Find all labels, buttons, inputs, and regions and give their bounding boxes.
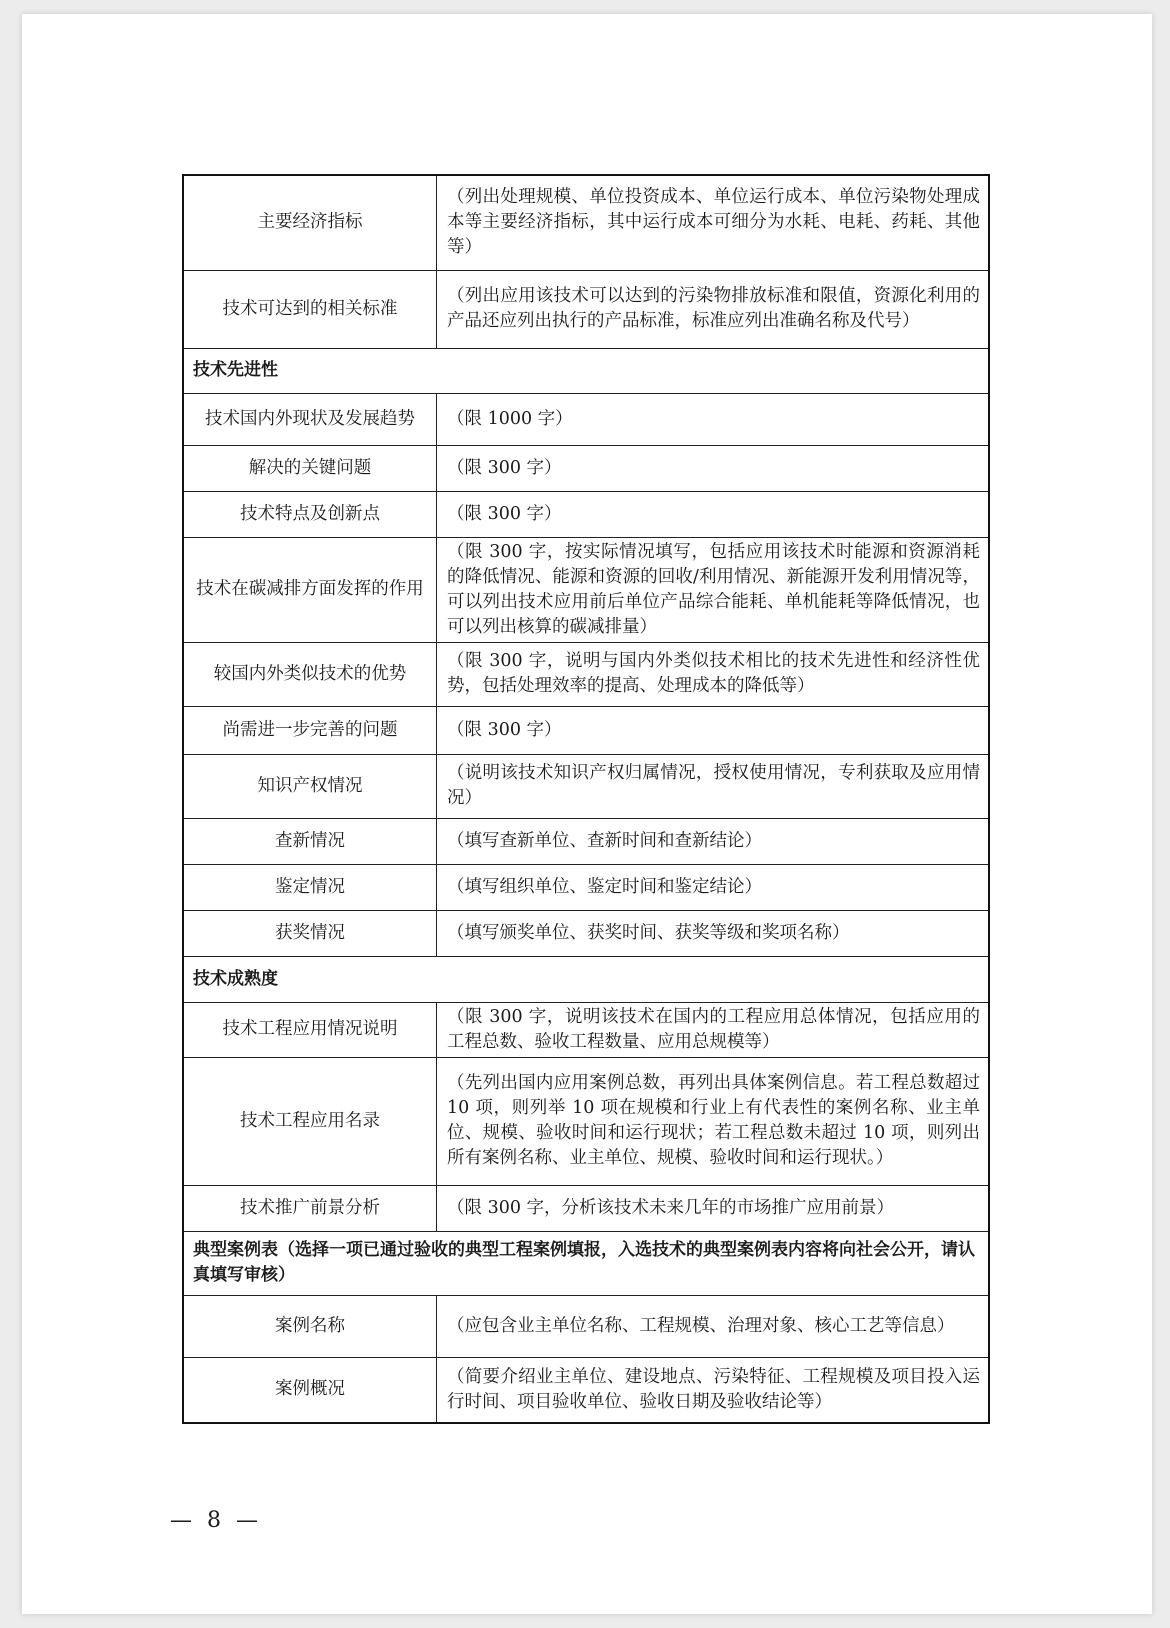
row-content: （先列出国内应用案例总数，再列出具体案例信息。若工程总数超过 10 项，则列举 10 项在规模和行业上有代表性的案例名称、业主单位、规模、验收时间和运行现状；若工程总数未超过 10 项，则列出所有案例名称、业主单位、规模、验收时间和运行现状。） [437, 1057, 990, 1185]
row-content: （应包含业主单位名称、工程规模、治理对象、核心工艺等信息） [437, 1295, 990, 1357]
table-row [183, 537, 989, 642]
table-row [183, 864, 989, 910]
row-content: （填写查新单位、查新时间和查新结论） [437, 818, 990, 864]
row-content: （限 300 字） [437, 706, 990, 754]
row-content: （列出应用该技术可以达到的污染物排放标准和限值，资源化利用的产品还应列出执行的产品标准，标准应列出准确名称及代号） [437, 270, 990, 348]
row-label: 较国内外类似技术的优势 [183, 642, 437, 706]
row-label: 知识产权情况 [183, 754, 437, 818]
section-header: 技术成熟度 [183, 956, 989, 1002]
table-row [183, 491, 989, 537]
section-header-row [183, 348, 989, 393]
row-label: 案例概况 [183, 1357, 437, 1423]
table-row [183, 642, 989, 706]
row-content: （列出处理规模、单位投资成本、单位运行成本、单位污染物处理成本等主要经济指标，其中运行成本可细分为水耗、电耗、药耗、其他等） [437, 175, 990, 270]
document-page [22, 14, 1152, 1614]
row-label: 查新情况 [183, 818, 437, 864]
row-label: 尚需进一步完善的问题 [183, 706, 437, 754]
table-row [183, 1357, 989, 1423]
table-row [183, 754, 989, 818]
row-content: （限 300 字，说明与国内外类似技术相比的技术先进性和经济性优势，包括处理效率的提高、处理成本的降低等） [437, 642, 990, 706]
table-row [183, 706, 989, 754]
row-content: （限 300 字，说明该技术在国内的工程应用总体情况，包括应用的工程总数、验收工程数量、应用总规模等） [437, 1002, 990, 1057]
row-content: （限 300 字，分析该技术未来几年的市场推广应用前景） [437, 1185, 990, 1231]
row-label: 技术工程应用名录 [183, 1057, 437, 1185]
table-row [183, 1185, 989, 1231]
row-content: （填写组织单位、鉴定时间和鉴定结论） [437, 864, 990, 910]
section-header: 技术先进性 [183, 348, 989, 393]
row-content: （说明该技术知识产权归属情况，授权使用情况，专利获取及应用情况） [437, 754, 990, 818]
section-header: 典型案例表（选择一项已通过验收的典型工程案例填报，入选技术的典型案例表内容将向社会公开，请认真填写审核） [183, 1231, 989, 1295]
row-label: 主要经济指标 [183, 175, 437, 270]
row-content: （限 300 字） [437, 445, 990, 491]
table-row [183, 910, 989, 956]
row-label: 技术国内外现状及发展趋势 [183, 393, 437, 445]
table-row [183, 1002, 989, 1057]
application-form-table [182, 174, 990, 1424]
row-content: （限 300 字） [437, 491, 990, 537]
row-content: （限 300 字，按实际情况填写，包括应用该技术时能源和资源消耗的降低情况、能源和资源的回收/利用情况、新能源开发利用情况等，可以列出技术应用前后单位产品综合能耗、单机能耗等降低情况，也可以列出核算的碳减排量） [437, 537, 990, 642]
row-label: 技术工程应用情况说明 [183, 1002, 437, 1057]
row-label: 技术可达到的相关标准 [183, 270, 437, 348]
row-content: （填写颁奖单位、获奖时间、获奖等级和奖项名称） [437, 910, 990, 956]
table-row [183, 270, 989, 348]
row-content: （限 1000 字） [437, 393, 990, 445]
table-row [183, 818, 989, 864]
section-header-row [183, 1231, 989, 1295]
row-label: 技术在碳减排方面发挥的作用 [183, 537, 437, 642]
table-row [183, 393, 989, 445]
row-content: （简要介绍业主单位、建设地点、污染特征、工程规模及项目投入运行时间、项目验收单位、验收日期及验收结论等） [437, 1357, 990, 1423]
page-number: — 8 — [170, 1508, 262, 1533]
table-row [183, 1295, 989, 1357]
row-label: 获奖情况 [183, 910, 437, 956]
row-label: 技术推广前景分析 [183, 1185, 437, 1231]
table-row [183, 175, 989, 270]
row-label: 案例名称 [183, 1295, 437, 1357]
table-row [183, 445, 989, 491]
table-row [183, 1057, 989, 1185]
row-label: 鉴定情况 [183, 864, 437, 910]
row-label: 解决的关键问题 [183, 445, 437, 491]
section-header-row [183, 956, 989, 1002]
row-label: 技术特点及创新点 [183, 491, 437, 537]
